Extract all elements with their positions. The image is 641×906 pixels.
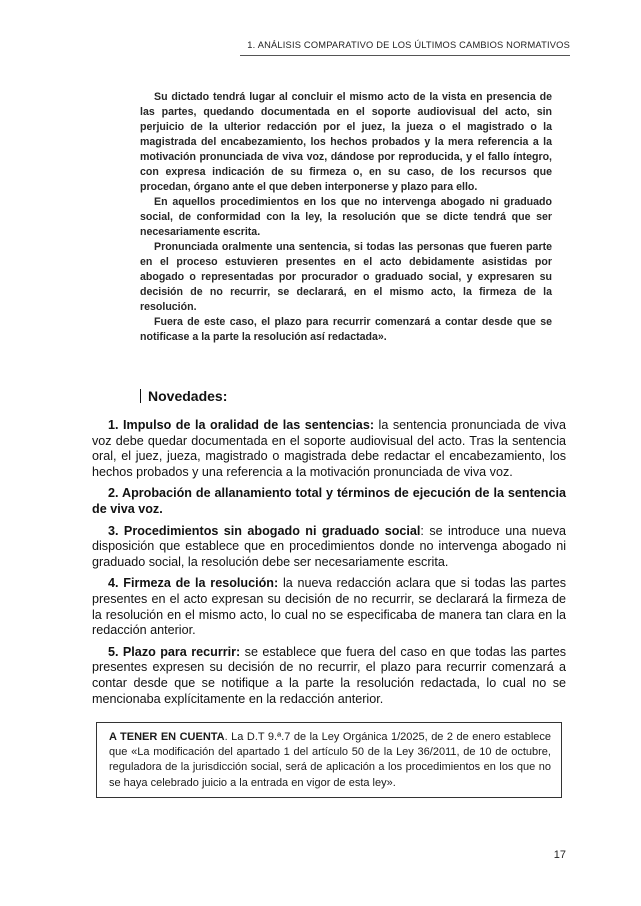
novedad-title: 5. Plazo para recurrir: — [108, 644, 241, 659]
note-text: . La D.T 9.ª.7 de la Ley Orgánica 1/2025, de 2 de enero establece que «La modificación del apartado 1 del artículo 50 de la Ley 36/2011, de 10 de octubre, reguladora de la jurisdicción social, será de aplicación a los procedimientos en los que no se haya celebrado juicio a la entrada en vigor de esta ley». — [109, 731, 551, 789]
quote-paragraph: Pronunciada oralmente una sentencia, si todas las personas que fueren parte en el proceso estuvieren presentes en el acto debidamente asistidas por abogado o representadas por procurador o graduado social, y expresaren su decisión de no recurrir, se declarará, en el mismo acto, la firmeza de la resolución. — [140, 241, 552, 313]
novedad-text: la nueva redacción aclara que si todas las partes presentes en el acto expresan su decisión de no recurrir, se declarará la firmeza de la resolución en el mismo acto, lo cual no se especificaba de manera tan clara en la redacción anterior. — [92, 576, 566, 638]
novedad-text: la sentencia pronunciada de viva voz debe quedar documentada en el soporte audiovisual del acto. Tras la sentencia oral, el juez, jueza, magistrado o magistrada debe redactar el encabezamiento, los hechos probados y una referencia a la motivación pronunciada de viva voz. — [92, 418, 566, 479]
novedad-title: 3. Procedimientos sin abogado ni graduado social — [108, 523, 421, 538]
novedad-item — [92, 418, 566, 480]
novedad-text: : se introduce una nueva disposición que establece que en procedimientos donde no intervenga abogado ni graduado social, la resolución debe ser necesariamente escrita. — [92, 523, 566, 569]
quote-paragraph: Su dictado tendrá lugar al concluir el mismo acto de la vista en presencia de las partes, quedando documentada en el soporte audiovisual del acto, sin perjuicio de la ulterior redacción por el juez, la jueza o el magistrado o la magistrada del encabezamiento, los hechos probados y la mera referencia a la motivación pronunciada de viva voz, dándose por reproducida, y el fallo íntegro, con expresa indicación de su firmeza o, en su caso, de los recursos que procedan, órgano ante el que deben interponerse y plazo para ello. — [140, 91, 552, 193]
header-rule — [240, 55, 570, 56]
heading-bar — [140, 389, 141, 403]
quoted-legal-text — [140, 90, 552, 345]
note-label: A TENER EN CUENTA — [109, 731, 225, 743]
section-heading — [140, 388, 227, 404]
novedad-title: 2. Aprobación de allanamiento total y términos de ejecución de la sentencia de viva voz. — [92, 486, 566, 516]
novedad-title: 1. Impulso de la oralidad de las sentencias: — [108, 418, 375, 432]
quote-paragraph: En aquellos procedimientos en los que no intervenga abogado ni graduado social, de conformidad con la ley, la resolución que se dicte tendrá que ser necesariamente escrita. — [140, 196, 552, 238]
novedades-list — [92, 418, 566, 713]
novedad-item — [92, 486, 566, 517]
running-header: 1. ANÁLISIS COMPARATIVO DE LOS ÚLTIMOS CAMBIOS NORMATIVOS — [247, 40, 570, 50]
novedad-item — [92, 576, 566, 638]
section-heading-text: Novedades: — [148, 388, 228, 404]
quote-paragraph: Fuera de este caso, el plazo para recurrir comenzará a contar desde que se notificase a la parte la resolución así redactada». — [140, 316, 552, 343]
page-number: 17 — [553, 849, 566, 861]
novedad-item — [92, 645, 566, 707]
note-box — [96, 722, 562, 798]
novedad-text: se establece que fuera del caso en que todas las partes presentes expresen su decisión de no recurrir, el plazo para recurrir comenzará a contar desde que se notifique a la parte la resolución redactada, lo cual no se mencionaba explícitamente en la redacción anterior. — [92, 644, 566, 706]
novedad-title: 4. Firmeza de la resolución: — [108, 576, 279, 591]
novedad-item — [92, 524, 566, 571]
